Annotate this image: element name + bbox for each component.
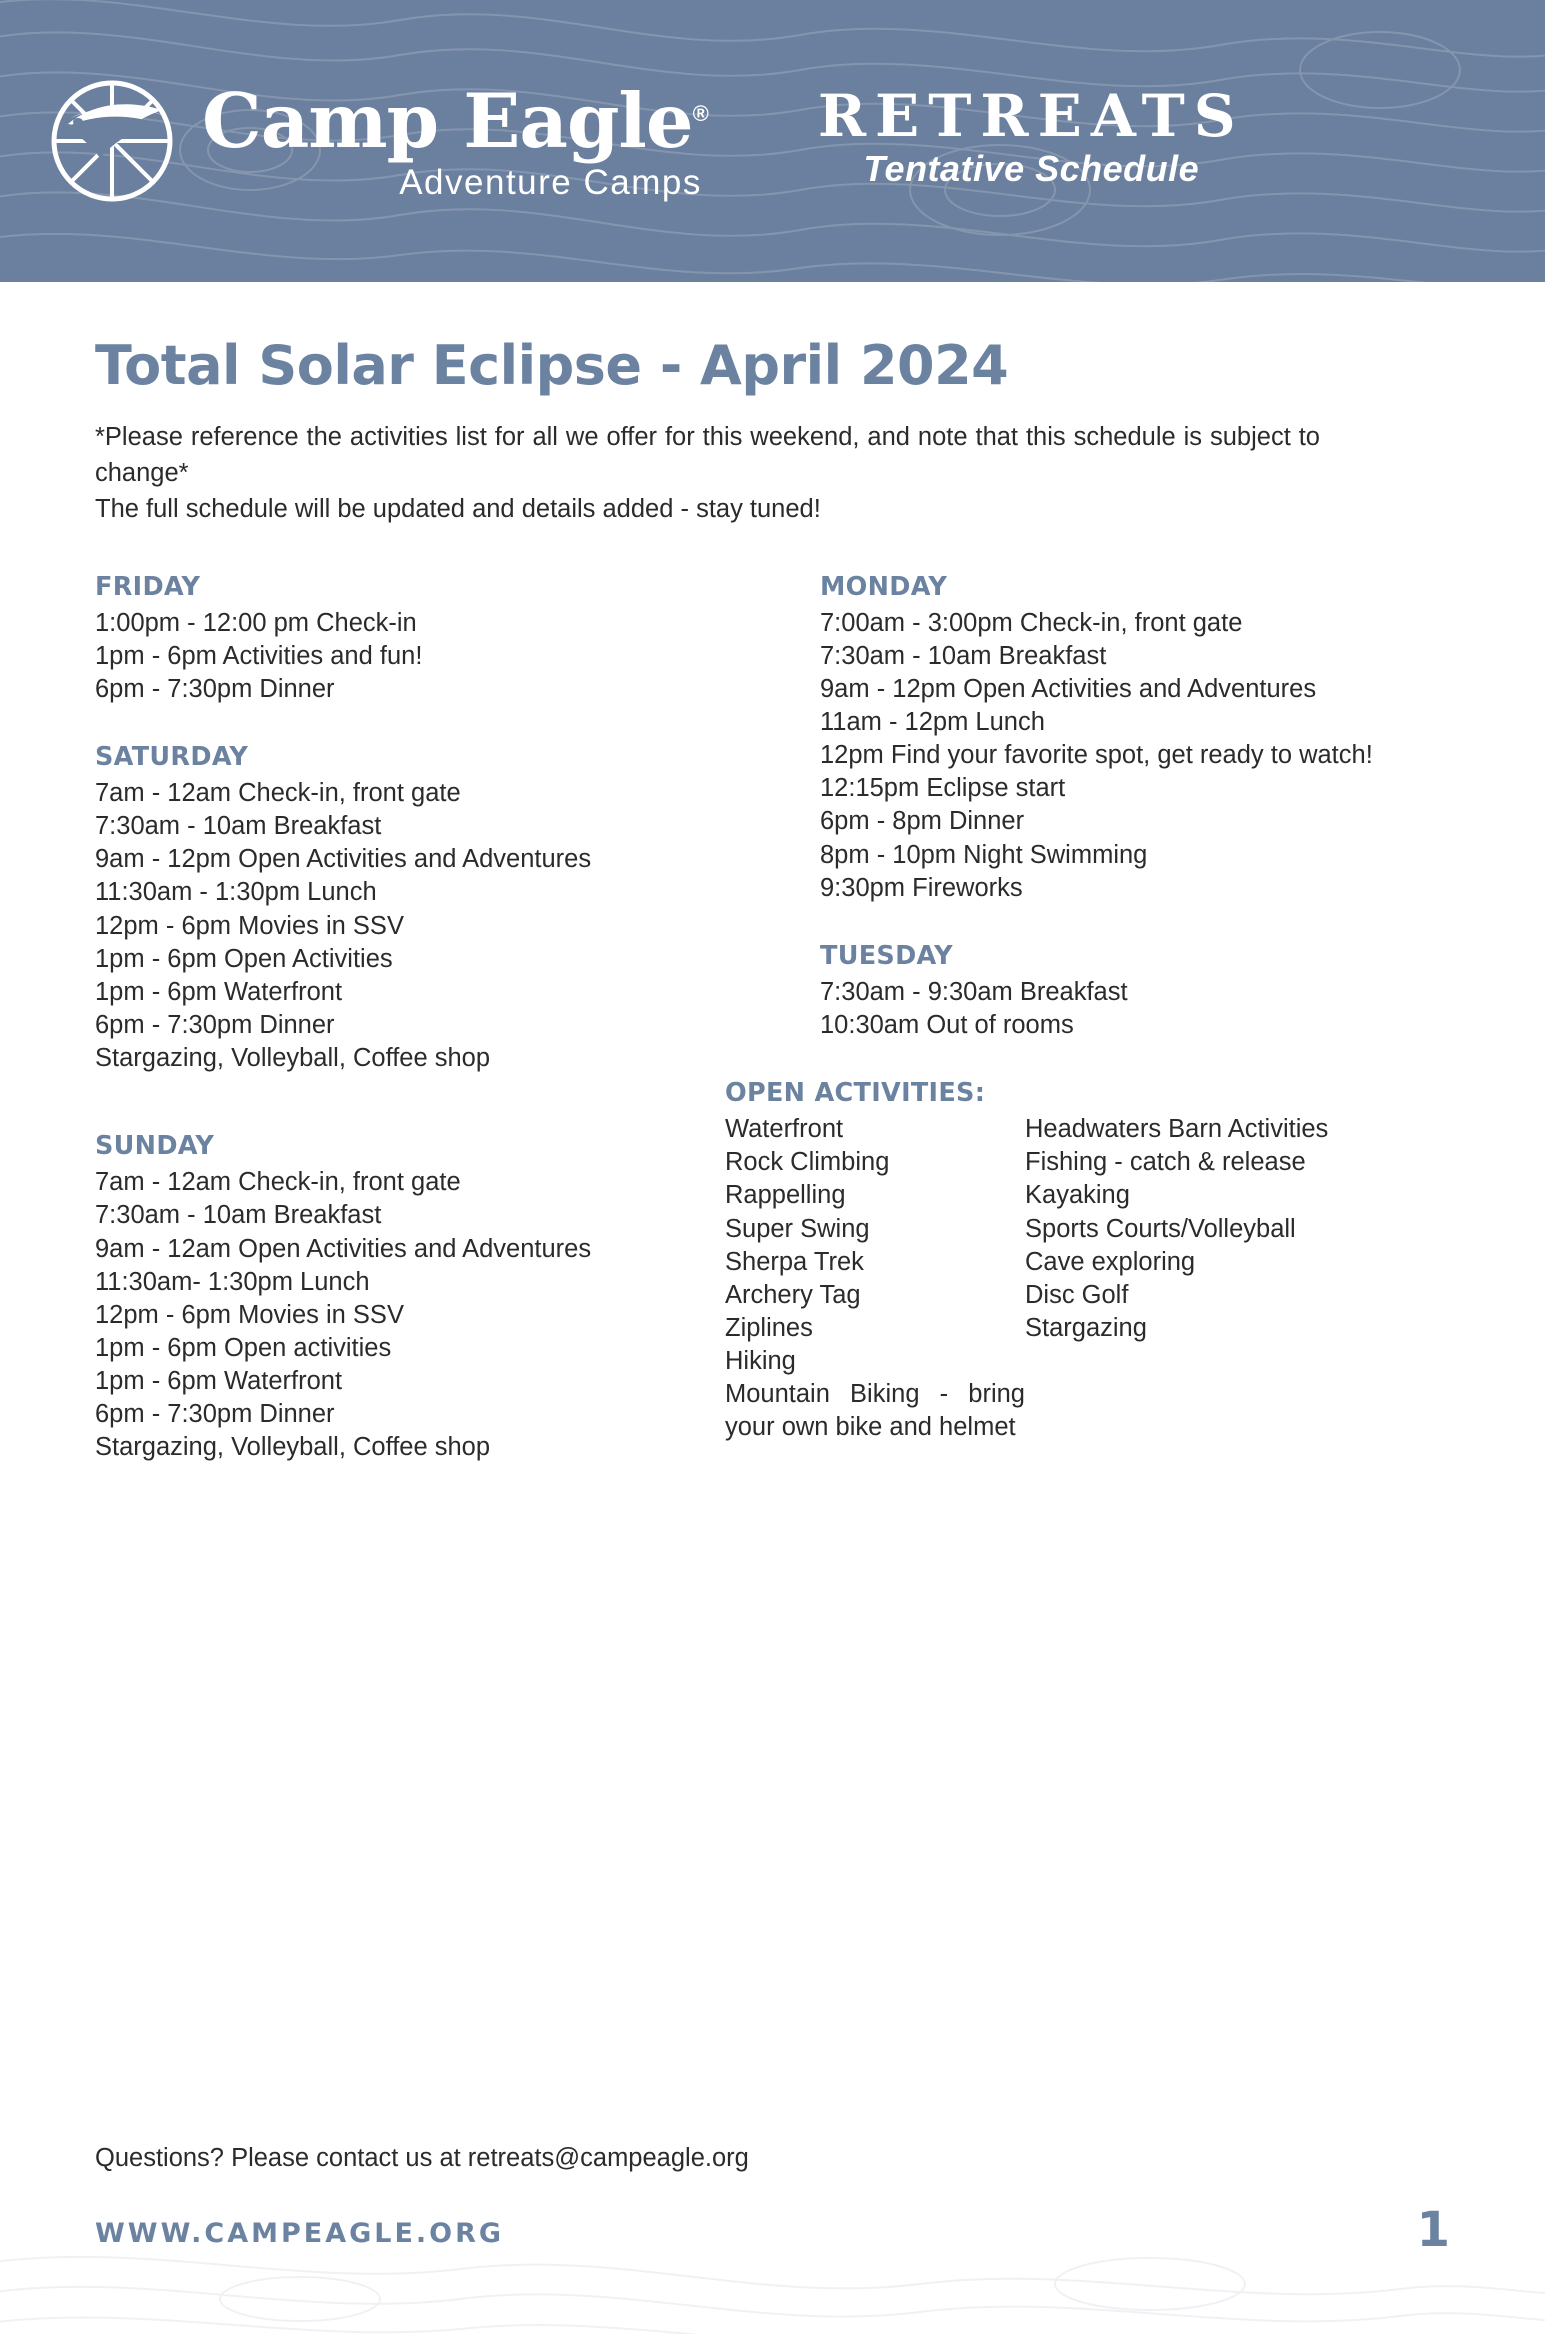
- event-item: 12:15pm Eclipse start: [820, 774, 1066, 803]
- activity-item: Rock Climbing: [725, 1148, 890, 1177]
- activity-item: Mountain Biking - bring your own bike and helmet: [725, 1380, 1025, 1442]
- activity-item: Hiking: [725, 1347, 796, 1376]
- day-block-saturday: [95, 742, 820, 1075]
- event-item: 1:00pm - 12:00 pm Check-in: [95, 608, 417, 637]
- activity-item: Headwaters Barn Activities: [1025, 1115, 1329, 1144]
- document-body: [0, 334, 1545, 2258]
- event-item: 6pm - 7:30pm Dinner: [95, 674, 335, 703]
- column-spacer: [95, 1111, 820, 1131]
- website-link[interactable]: WWW.CAMPEAGLE.ORG: [95, 2218, 505, 2250]
- day-heading-saturday: SATURDAY: [95, 742, 249, 773]
- event-item: 9am - 12pm Open Activities and Adventures: [95, 845, 592, 874]
- event-item: 7:30am - 10am Breakfast: [95, 1201, 382, 1230]
- event-item: 6pm - 7:30pm Dinner: [95, 1011, 335, 1040]
- activity-item: Archery Tag: [725, 1280, 861, 1309]
- eagle-logo-icon: [34, 66, 194, 216]
- activity-item: Sports Courts/Volleyball: [1025, 1214, 1296, 1243]
- footer-topographic-pattern-icon: [0, 2244, 1545, 2334]
- event-item: 1pm - 6pm Waterfront: [95, 977, 343, 1006]
- activity-item: Super Swing: [725, 1214, 870, 1243]
- day-heading-tuesday: TUESDAY: [820, 940, 953, 971]
- intro-line-2: The full schedule will be updated and details added - stay tuned!: [95, 495, 821, 524]
- intro-line-1: *Please reference the activities list for all we offer for this weekend, and note that this schedule is subject to change*: [95, 423, 1320, 488]
- event-item: 11am - 12pm Lunch: [820, 708, 1045, 737]
- activity-item: Disc Golf: [1025, 1280, 1129, 1309]
- open-activities-column-b: [1025, 1113, 1405, 1444]
- event-item: 8pm - 10pm Night Swimming: [820, 840, 1148, 869]
- activity-item: Waterfront: [725, 1115, 844, 1144]
- event-item: 10:30am Out of rooms: [820, 1011, 1074, 1040]
- contact-line: Questions? Please contact us at retreats@campeagle.org: [95, 2144, 749, 2172]
- schedule-columns: [95, 572, 1450, 1465]
- event-item: 12pm - 6pm Movies in SSV: [95, 1300, 404, 1329]
- day-block-friday: [95, 572, 820, 706]
- event-item: Stargazing, Volleyball, Coffee shop: [95, 1044, 491, 1073]
- page-number: 1: [1416, 2202, 1450, 2258]
- event-item: 11:30am- 1:30pm Lunch: [95, 1267, 370, 1296]
- event-item: 7:30am - 9:30am Breakfast: [820, 977, 1128, 1006]
- event-item: 7:30am - 10am Breakfast: [820, 641, 1107, 670]
- activity-item: Stargazing: [1025, 1314, 1147, 1342]
- event-item: 6pm - 7:30pm Dinner: [95, 1400, 335, 1429]
- event-item: 1pm - 6pm Waterfront: [95, 1367, 343, 1396]
- schedule-right-column: [725, 571, 1520, 1465]
- page-footer: [0, 2144, 1545, 2258]
- activity-item: Sherpa Trek: [725, 1247, 864, 1276]
- retreats-title-block: [817, 81, 1245, 191]
- logo-subtitle: Adventure Camps: [399, 162, 702, 202]
- page-header: [0, 0, 1545, 282]
- retreats-subtitle: Tentative Schedule: [863, 148, 1200, 190]
- event-item: 1pm - 6pm Open activities: [95, 1334, 392, 1362]
- day-block-tuesday: [820, 941, 1520, 1042]
- event-item: 12pm - 6pm Movies in SSV: [95, 911, 404, 940]
- day-heading-friday: FRIDAY: [95, 571, 201, 602]
- activity-item: Fishing - catch & release: [1025, 1148, 1306, 1177]
- event-item: 9am - 12pm Open Activities and Adventures: [820, 674, 1317, 703]
- open-activities-block: [725, 1078, 1520, 1444]
- event-item: 11:30am - 1:30pm Lunch: [95, 878, 377, 907]
- event-item: 9:30pm Fireworks: [820, 873, 1023, 902]
- event-item: 6pm - 8pm Dinner: [820, 807, 1025, 836]
- open-activities-column-a: [725, 1113, 1025, 1444]
- event-item: 7:00am - 3:00pm Check-in, front gate: [820, 608, 1243, 637]
- day-block-sunday: [95, 1131, 820, 1464]
- event-item: 1pm - 6pm Open Activities: [95, 944, 393, 973]
- open-activities-columns: [725, 1113, 1520, 1444]
- logo-title: [202, 76, 708, 165]
- page-title: Total Solar Eclipse - April 2024: [95, 334, 1009, 397]
- event-item: 7am - 12am Check-in, front gate: [95, 1168, 461, 1197]
- day-heading-sunday: SUNDAY: [95, 1131, 215, 1162]
- activity-item: Ziplines: [725, 1314, 813, 1342]
- day-block-monday: [820, 572, 1520, 905]
- event-item: 7am - 12am Check-in, front gate: [95, 779, 461, 808]
- event-item: Stargazing, Volleyball, Coffee shop: [95, 1433, 491, 1462]
- intro-paragraph: [95, 419, 1320, 528]
- retreats-title: RETREATS: [817, 81, 1245, 150]
- camp-eagle-logo: [34, 66, 708, 216]
- activity-item: Kayaking: [1025, 1181, 1130, 1210]
- registered-mark: ®: [692, 100, 708, 126]
- logo-title-text: Camp Eagle: [202, 76, 693, 165]
- activity-item: Cave exploring: [1025, 1247, 1196, 1276]
- activity-item: Rappelling: [725, 1181, 846, 1210]
- schedule-left-column: [95, 572, 820, 1465]
- event-item: 12pm Find your favorite spot, get ready to watch!: [820, 741, 1373, 770]
- event-item: 1pm - 6pm Activities and fun!: [95, 641, 423, 670]
- open-activities-heading: OPEN ACTIVITIES:: [725, 1078, 986, 1109]
- event-item: 9am - 12am Open Activities and Adventures: [95, 1234, 592, 1263]
- event-item: 7:30am - 10am Breakfast: [95, 812, 382, 841]
- day-heading-monday: MONDAY: [820, 571, 948, 602]
